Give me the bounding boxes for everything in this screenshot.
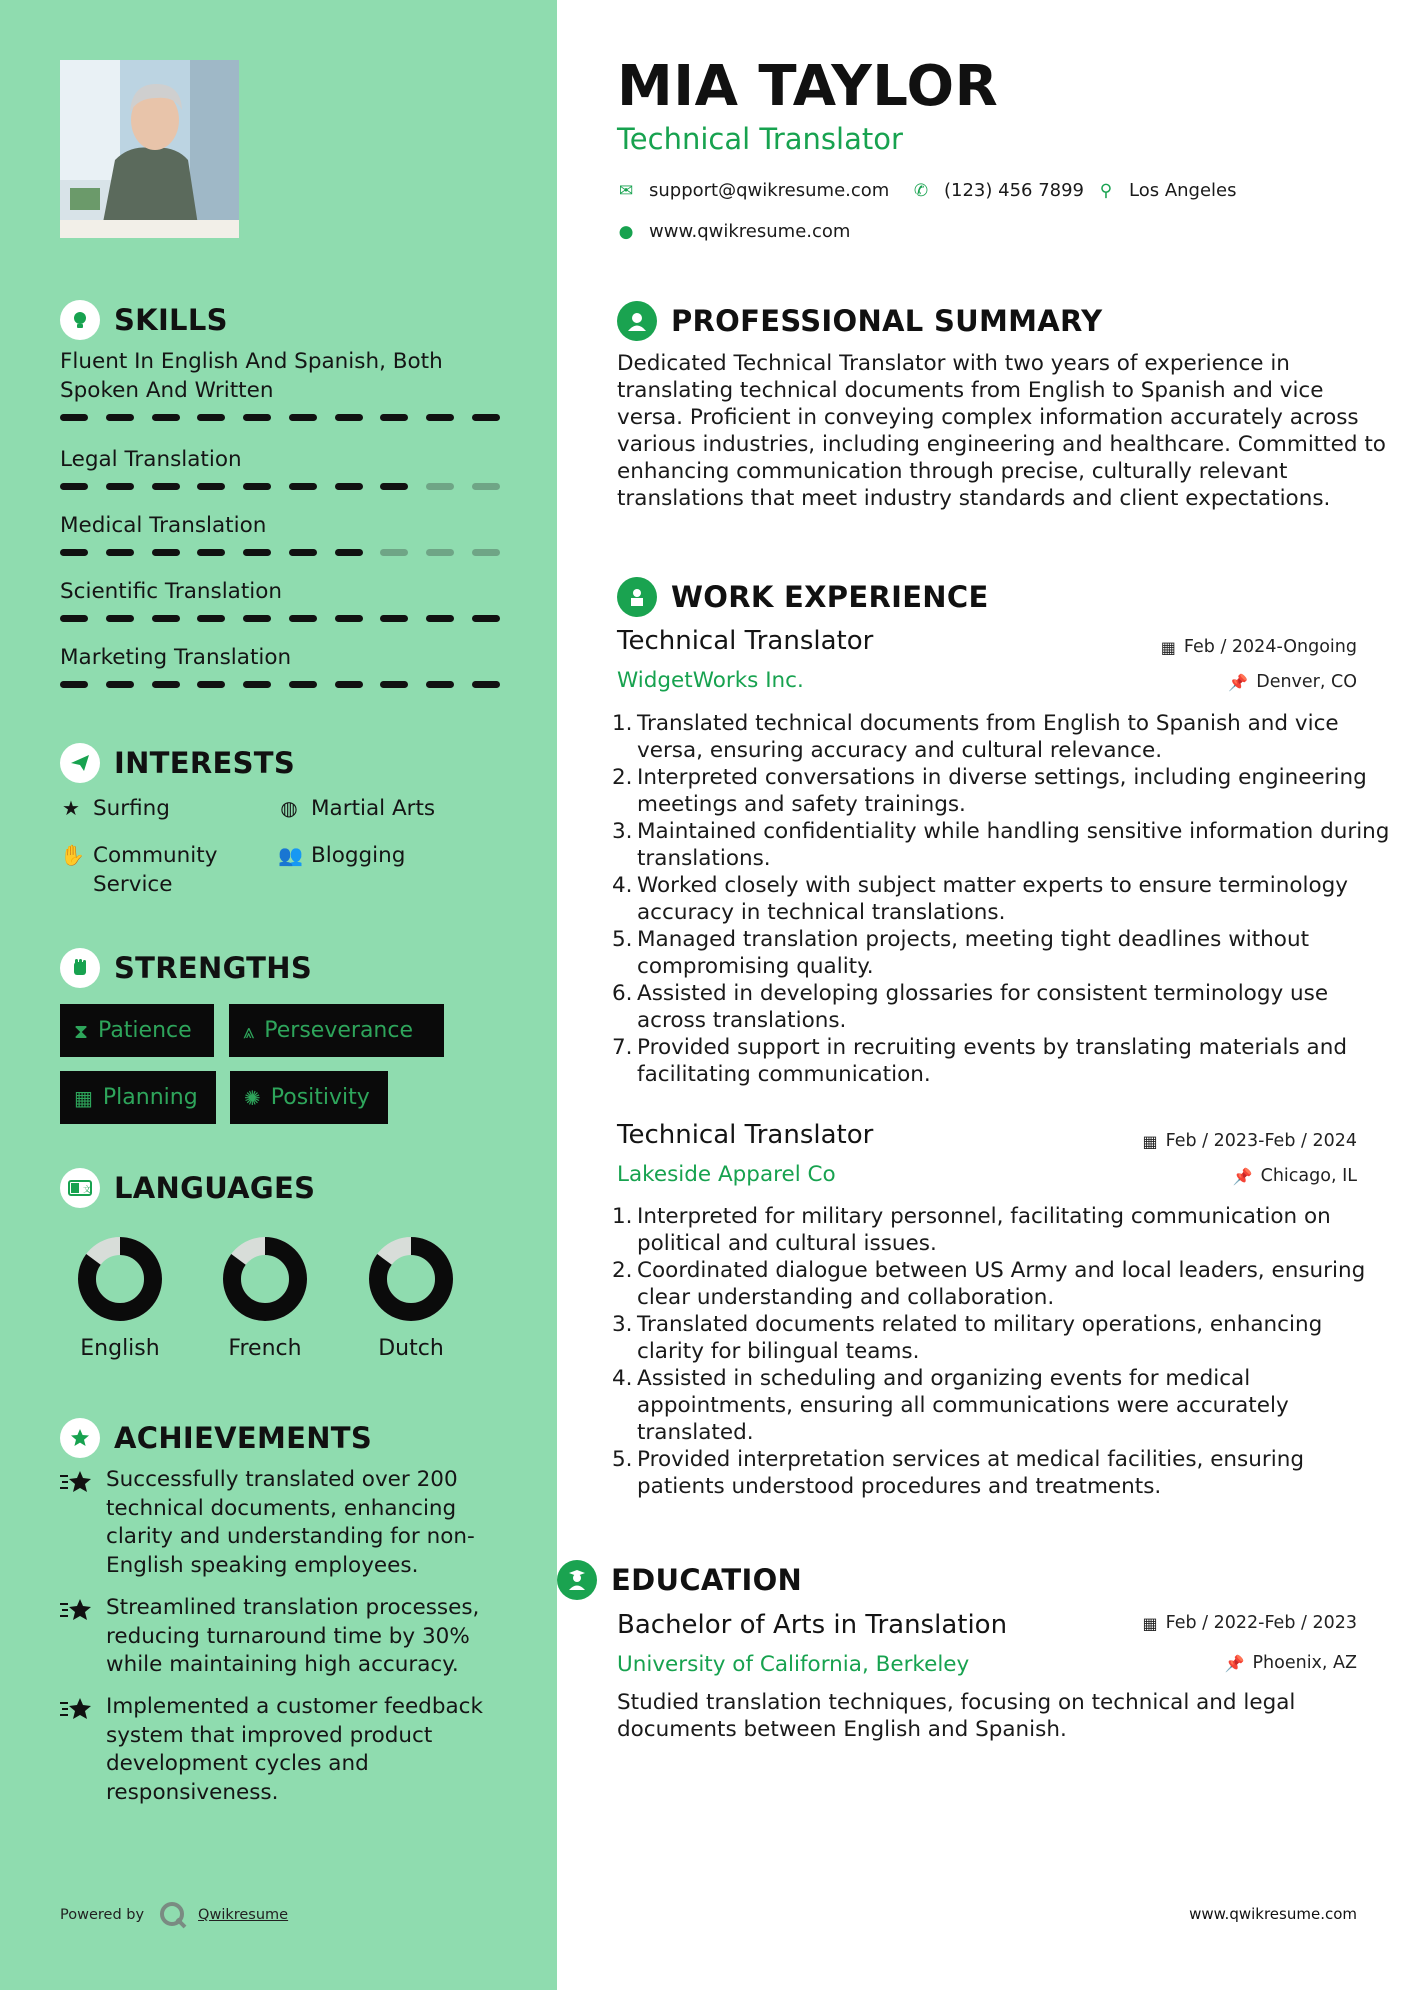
skill-dash bbox=[152, 615, 180, 622]
skill-dash bbox=[289, 615, 317, 622]
skill-dash bbox=[152, 414, 180, 421]
language-ring bbox=[366, 1234, 456, 1324]
education-description: Studied translation techniques, focusing on technical and legal documents between English and Spanish. bbox=[617, 1690, 1296, 1742]
bullet-number: 2. bbox=[612, 1258, 633, 1283]
user-icon bbox=[617, 301, 657, 341]
achievements-header bbox=[60, 1418, 372, 1458]
achievement-text: Implemented a customer feedback system that improved product development cycles and responsiveness. bbox=[106, 1694, 483, 1805]
skill-dash bbox=[152, 483, 180, 490]
language-item bbox=[336, 1234, 486, 1361]
sidebar bbox=[0, 0, 557, 1990]
skill-rating bbox=[60, 615, 500, 622]
skills-header bbox=[60, 300, 228, 340]
bullet-item bbox=[612, 710, 1392, 764]
education-location-text: Phoenix, AZ bbox=[1252, 1653, 1357, 1673]
envelope-icon: ✉ bbox=[618, 180, 634, 201]
skill-dash bbox=[60, 414, 88, 421]
language-label: English bbox=[80, 1336, 160, 1361]
bullet-number: 4. bbox=[612, 1366, 633, 1391]
bullet-text: Interpreted conversations in diverse settings, including engineering meetings and safety trainings. bbox=[637, 765, 1367, 817]
language-item bbox=[190, 1234, 340, 1361]
skill-dash bbox=[106, 483, 134, 490]
language-ring bbox=[220, 1234, 310, 1324]
qwikresume-logo-icon bbox=[158, 1900, 188, 1930]
language-item bbox=[45, 1234, 195, 1361]
strength-label: Patience bbox=[98, 1018, 192, 1043]
skill-dash bbox=[243, 483, 271, 490]
bullet-text: Provided interpretation services at medical facilities, ensuring patients understood procedures and treatments. bbox=[637, 1447, 1304, 1499]
translate-icon bbox=[60, 1168, 100, 1208]
experience-title: WORK EXPERIENCE bbox=[671, 580, 989, 614]
skill-dash bbox=[243, 414, 271, 421]
star-badge-icon bbox=[60, 1466, 92, 1580]
bullet-item bbox=[612, 926, 1392, 980]
skill-dash bbox=[335, 414, 363, 421]
main-content bbox=[557, 0, 1407, 1990]
skill-dash bbox=[426, 615, 454, 622]
strengths-title: STRENGTHS bbox=[114, 951, 313, 985]
skill-dash bbox=[426, 483, 454, 490]
bullet-text: Coordinated dialogue between US Army and local leaders, ensuring clear understanding and collaboration. bbox=[637, 1258, 1366, 1310]
strength-label: Planning bbox=[102, 1085, 198, 1110]
bullet-item bbox=[612, 764, 1392, 818]
skill-dash bbox=[426, 549, 454, 556]
skill-dash bbox=[197, 414, 225, 421]
bullet-number: 2. bbox=[612, 765, 633, 790]
strength-tag bbox=[229, 1004, 444, 1057]
bullet-number: 5. bbox=[612, 927, 633, 952]
skill-dash bbox=[335, 549, 363, 556]
skill-dash bbox=[289, 681, 317, 688]
skill-dash bbox=[152, 681, 180, 688]
skill-dash bbox=[197, 615, 225, 622]
brand-link[interactable]: Qwikresume bbox=[198, 1907, 289, 1923]
skill-dash bbox=[60, 681, 88, 688]
skill-name: Legal Translation bbox=[60, 447, 242, 472]
skill-dash bbox=[60, 483, 88, 490]
job-title: Technical Translator bbox=[617, 626, 874, 656]
languages-title: LANGUAGES bbox=[114, 1171, 316, 1205]
profile-photo bbox=[60, 60, 239, 238]
skill-item bbox=[60, 347, 500, 421]
bullet-number: 3. bbox=[612, 1312, 633, 1337]
language-ring bbox=[75, 1234, 165, 1324]
bullet-number: 7. bbox=[612, 1035, 633, 1060]
skill-rating bbox=[60, 681, 500, 688]
globe-icon: ● bbox=[618, 221, 634, 242]
interest-item bbox=[60, 841, 240, 899]
skill-dash bbox=[472, 414, 500, 421]
skill-dash bbox=[335, 483, 363, 490]
skill-dash bbox=[106, 615, 134, 622]
interests-title: INTERESTS bbox=[114, 746, 296, 780]
skill-dash bbox=[380, 414, 408, 421]
skill-dash bbox=[380, 615, 408, 622]
skill-dash bbox=[243, 615, 271, 622]
bullet-text: Interpreted for military personnel, facilitating communication on political and cultural issues. bbox=[637, 1204, 1331, 1256]
bullet-number: 3. bbox=[612, 819, 633, 844]
skill-dash bbox=[472, 549, 500, 556]
map-pin-icon: ⚲ bbox=[1099, 180, 1113, 201]
skill-dash bbox=[197, 681, 225, 688]
skill-dash bbox=[60, 549, 88, 556]
location-text: Los Angeles bbox=[1129, 180, 1237, 201]
calendar-icon: ▦ bbox=[74, 1085, 93, 1110]
star-icon: ★ bbox=[62, 796, 80, 820]
bullet-item bbox=[612, 1446, 1392, 1500]
pin-icon: 📌 bbox=[1228, 672, 1249, 692]
bullet-item bbox=[612, 1257, 1392, 1311]
interest-item bbox=[278, 794, 435, 823]
bullet-text: Translated technical documents from English to Spanish and vice versa, ensuring accuracy and cultural relevance. bbox=[637, 711, 1339, 763]
school-name: University of California, Berkeley bbox=[617, 1652, 970, 1677]
skill-dash bbox=[243, 549, 271, 556]
bullet-text: Assisted in developing glossaries for consistent terminology use across translations. bbox=[637, 981, 1329, 1033]
skill-dash bbox=[243, 681, 271, 688]
bullet-text: Maintained confidentiality while handling sensitive information during translations. bbox=[637, 819, 1390, 871]
bullet-text: Provided support in recruiting events by translating materials and facilitating communication. bbox=[637, 1035, 1347, 1087]
website-text: www.qwikresume.com bbox=[649, 221, 851, 242]
fist-icon bbox=[60, 948, 100, 988]
podium-icon bbox=[617, 577, 657, 617]
paper-plane-icon bbox=[60, 743, 100, 783]
strengths-header bbox=[60, 948, 312, 988]
interest-item bbox=[278, 841, 405, 870]
job-location-text: Chicago, IL bbox=[1260, 1166, 1357, 1186]
pin-icon: 📌 bbox=[1224, 1653, 1245, 1673]
graduation-cap-icon bbox=[557, 1560, 597, 1600]
star-badge-icon bbox=[60, 1693, 92, 1807]
phone-icon: ✆ bbox=[913, 180, 929, 201]
footer-url[interactable]: www.qwikresume.com bbox=[1189, 1905, 1357, 1923]
job-location bbox=[1233, 1166, 1357, 1186]
email-text: support@qwikresume.com bbox=[649, 180, 890, 201]
job-title: Technical Translator bbox=[617, 1120, 874, 1150]
bullet-item bbox=[612, 1203, 1392, 1257]
skill-dash bbox=[426, 681, 454, 688]
skill-dash bbox=[380, 549, 408, 556]
candidate-role: Technical Translator bbox=[617, 122, 903, 156]
bullet-number: 5. bbox=[612, 1447, 633, 1472]
achievement-text: Streamlined translation processes, reducing turnaround time by 30% while maintaining high accuracy. bbox=[106, 1595, 480, 1677]
experience-header bbox=[617, 577, 989, 617]
strength-tag bbox=[60, 1004, 214, 1057]
job-dates-text: Feb / 2024-Ongoing bbox=[1183, 637, 1357, 657]
job-bullets bbox=[612, 1203, 1392, 1500]
strength-label: Positivity bbox=[270, 1085, 370, 1110]
skill-name: Scientific Translation bbox=[60, 579, 283, 604]
interest-label: Community Service bbox=[93, 843, 218, 897]
skill-dash bbox=[106, 414, 134, 421]
bullet-number: 1. bbox=[612, 1204, 633, 1229]
calendar-icon: ▦ bbox=[1142, 1131, 1158, 1151]
skill-dash bbox=[106, 549, 134, 556]
interests-header bbox=[60, 743, 295, 783]
contact-website[interactable] bbox=[617, 221, 850, 242]
skills-title: SKILLS bbox=[114, 303, 228, 337]
company-name: Lakeside Apparel Co bbox=[617, 1162, 836, 1187]
lightbulb-icon bbox=[60, 300, 100, 340]
languages-header bbox=[60, 1168, 315, 1208]
sun-icon: ✺ bbox=[244, 1085, 261, 1110]
bullet-text: Managed translation projects, meeting tight deadlines without compromising quality. bbox=[637, 927, 1310, 979]
job-location-text: Denver, CO bbox=[1256, 672, 1357, 692]
skill-dash bbox=[380, 483, 408, 490]
bullet-text: Translated documents related to military operations, enhancing clarity for bilingual teams. bbox=[637, 1312, 1323, 1364]
skill-name: Marketing Translation bbox=[60, 645, 292, 670]
strength-label: Perseverance bbox=[264, 1018, 413, 1043]
job-bullets bbox=[612, 710, 1392, 1088]
skill-dash bbox=[380, 681, 408, 688]
summary-text: Dedicated Technical Translator with two years of experience in translating technical documents from English to Spanish and vice versa. Proficient in conveying complex information accurately across various industries, including engineering and healthcare. Committed to enhancing communication through precise, culturally relevant translations that meet industry standards and client expectations. bbox=[617, 351, 1386, 511]
powered-by bbox=[60, 1900, 288, 1930]
skill-dash bbox=[472, 615, 500, 622]
bullet-number: 4. bbox=[612, 873, 633, 898]
skill-dash bbox=[472, 483, 500, 490]
achievement-text: Successfully translated over 200 technical documents, enhancing clarity and understanding for non-English speaking employees. bbox=[106, 1467, 475, 1578]
language-label: French bbox=[228, 1336, 302, 1361]
contact-location bbox=[1097, 180, 1237, 201]
skill-dash bbox=[152, 549, 180, 556]
job-dates-text: Feb / 2023-Feb / 2024 bbox=[1165, 1131, 1357, 1151]
bullet-item bbox=[612, 1365, 1392, 1446]
summary-title: PROFESSIONAL SUMMARY bbox=[671, 304, 1103, 338]
job-dates bbox=[1142, 1131, 1357, 1151]
skill-dash bbox=[289, 483, 317, 490]
skill-item bbox=[60, 577, 500, 622]
calendar-icon: ▦ bbox=[1160, 637, 1176, 657]
powered-by-label: Powered by bbox=[60, 1907, 145, 1923]
calendar-icon: ▦ bbox=[1142, 1613, 1158, 1633]
skill-dash bbox=[289, 549, 317, 556]
svg-text:文: 文 bbox=[83, 1185, 91, 1194]
bullet-text: Worked closely with subject matter experts to ensure terminology accuracy in technical translations. bbox=[637, 873, 1348, 925]
skill-dash bbox=[197, 549, 225, 556]
achievements-title: ACHIEVEMENTS bbox=[114, 1421, 373, 1455]
candidate-name: MIA TAYLOR bbox=[617, 54, 999, 119]
achievement-item bbox=[60, 1594, 500, 1680]
users-icon: 👥 bbox=[278, 843, 303, 867]
bullet-number: 6. bbox=[612, 981, 633, 1006]
globe-icon: ◍ bbox=[280, 796, 298, 820]
strength-tag bbox=[60, 1071, 216, 1124]
trophy-star-icon bbox=[60, 1418, 100, 1458]
education-location bbox=[1225, 1653, 1357, 1673]
hourglass-icon: ⧗ bbox=[74, 1018, 89, 1043]
job-location bbox=[1228, 672, 1357, 692]
skill-dash bbox=[289, 414, 317, 421]
bullet-item bbox=[612, 872, 1392, 926]
bullet-item bbox=[612, 980, 1392, 1034]
phone-text: (123) 456 7899 bbox=[944, 180, 1085, 201]
skill-name: Medical Translation bbox=[60, 513, 267, 538]
skill-item bbox=[60, 643, 500, 688]
road-icon: ⩓ bbox=[243, 1018, 255, 1043]
strength-tag bbox=[230, 1071, 388, 1124]
skill-item bbox=[60, 511, 500, 556]
education-header bbox=[557, 1560, 802, 1600]
education-title: EDUCATION bbox=[611, 1563, 803, 1597]
bullet-number: 1. bbox=[612, 711, 633, 736]
skill-dash bbox=[426, 414, 454, 421]
skill-dash bbox=[197, 483, 225, 490]
bullet-item bbox=[612, 818, 1392, 872]
achievement-item bbox=[60, 1466, 500, 1580]
contact-phone[interactable] bbox=[912, 180, 1084, 201]
hand-icon: ✋ bbox=[60, 843, 85, 867]
skill-rating bbox=[60, 414, 500, 421]
interest-label: Martial Arts bbox=[311, 796, 436, 821]
summary-header bbox=[617, 301, 1102, 341]
interest-label: Surfing bbox=[93, 796, 170, 821]
degree-title: Bachelor of Arts in Translation bbox=[617, 1610, 1008, 1640]
skill-dash bbox=[335, 615, 363, 622]
company-name: WidgetWorks Inc. bbox=[617, 668, 804, 693]
skill-name: Fluent In English And Spanish, Both Spoken And Written bbox=[60, 349, 443, 403]
star-badge-icon bbox=[60, 1594, 92, 1680]
achievement-item bbox=[60, 1693, 500, 1807]
skill-dash bbox=[60, 615, 88, 622]
skill-rating bbox=[60, 483, 500, 490]
bullet-item bbox=[612, 1311, 1392, 1365]
bullet-item bbox=[612, 1034, 1392, 1088]
interest-item bbox=[60, 794, 170, 823]
job-dates bbox=[1161, 637, 1357, 657]
skill-rating bbox=[60, 549, 500, 556]
bullet-text: Assisted in scheduling and organizing events for medical appointments, ensuring all communications were accurately translated. bbox=[637, 1366, 1289, 1445]
contact-email[interactable] bbox=[617, 180, 889, 201]
skill-dash bbox=[335, 681, 363, 688]
skill-dash bbox=[106, 681, 134, 688]
education-dates-text: Feb / 2022-Feb / 2023 bbox=[1165, 1613, 1357, 1633]
education-dates bbox=[1142, 1613, 1357, 1633]
skill-dash bbox=[472, 681, 500, 688]
interest-label: Blogging bbox=[311, 843, 406, 868]
language-label: Dutch bbox=[378, 1336, 444, 1361]
skill-item bbox=[60, 445, 500, 490]
pin-icon: 📌 bbox=[1232, 1166, 1253, 1186]
